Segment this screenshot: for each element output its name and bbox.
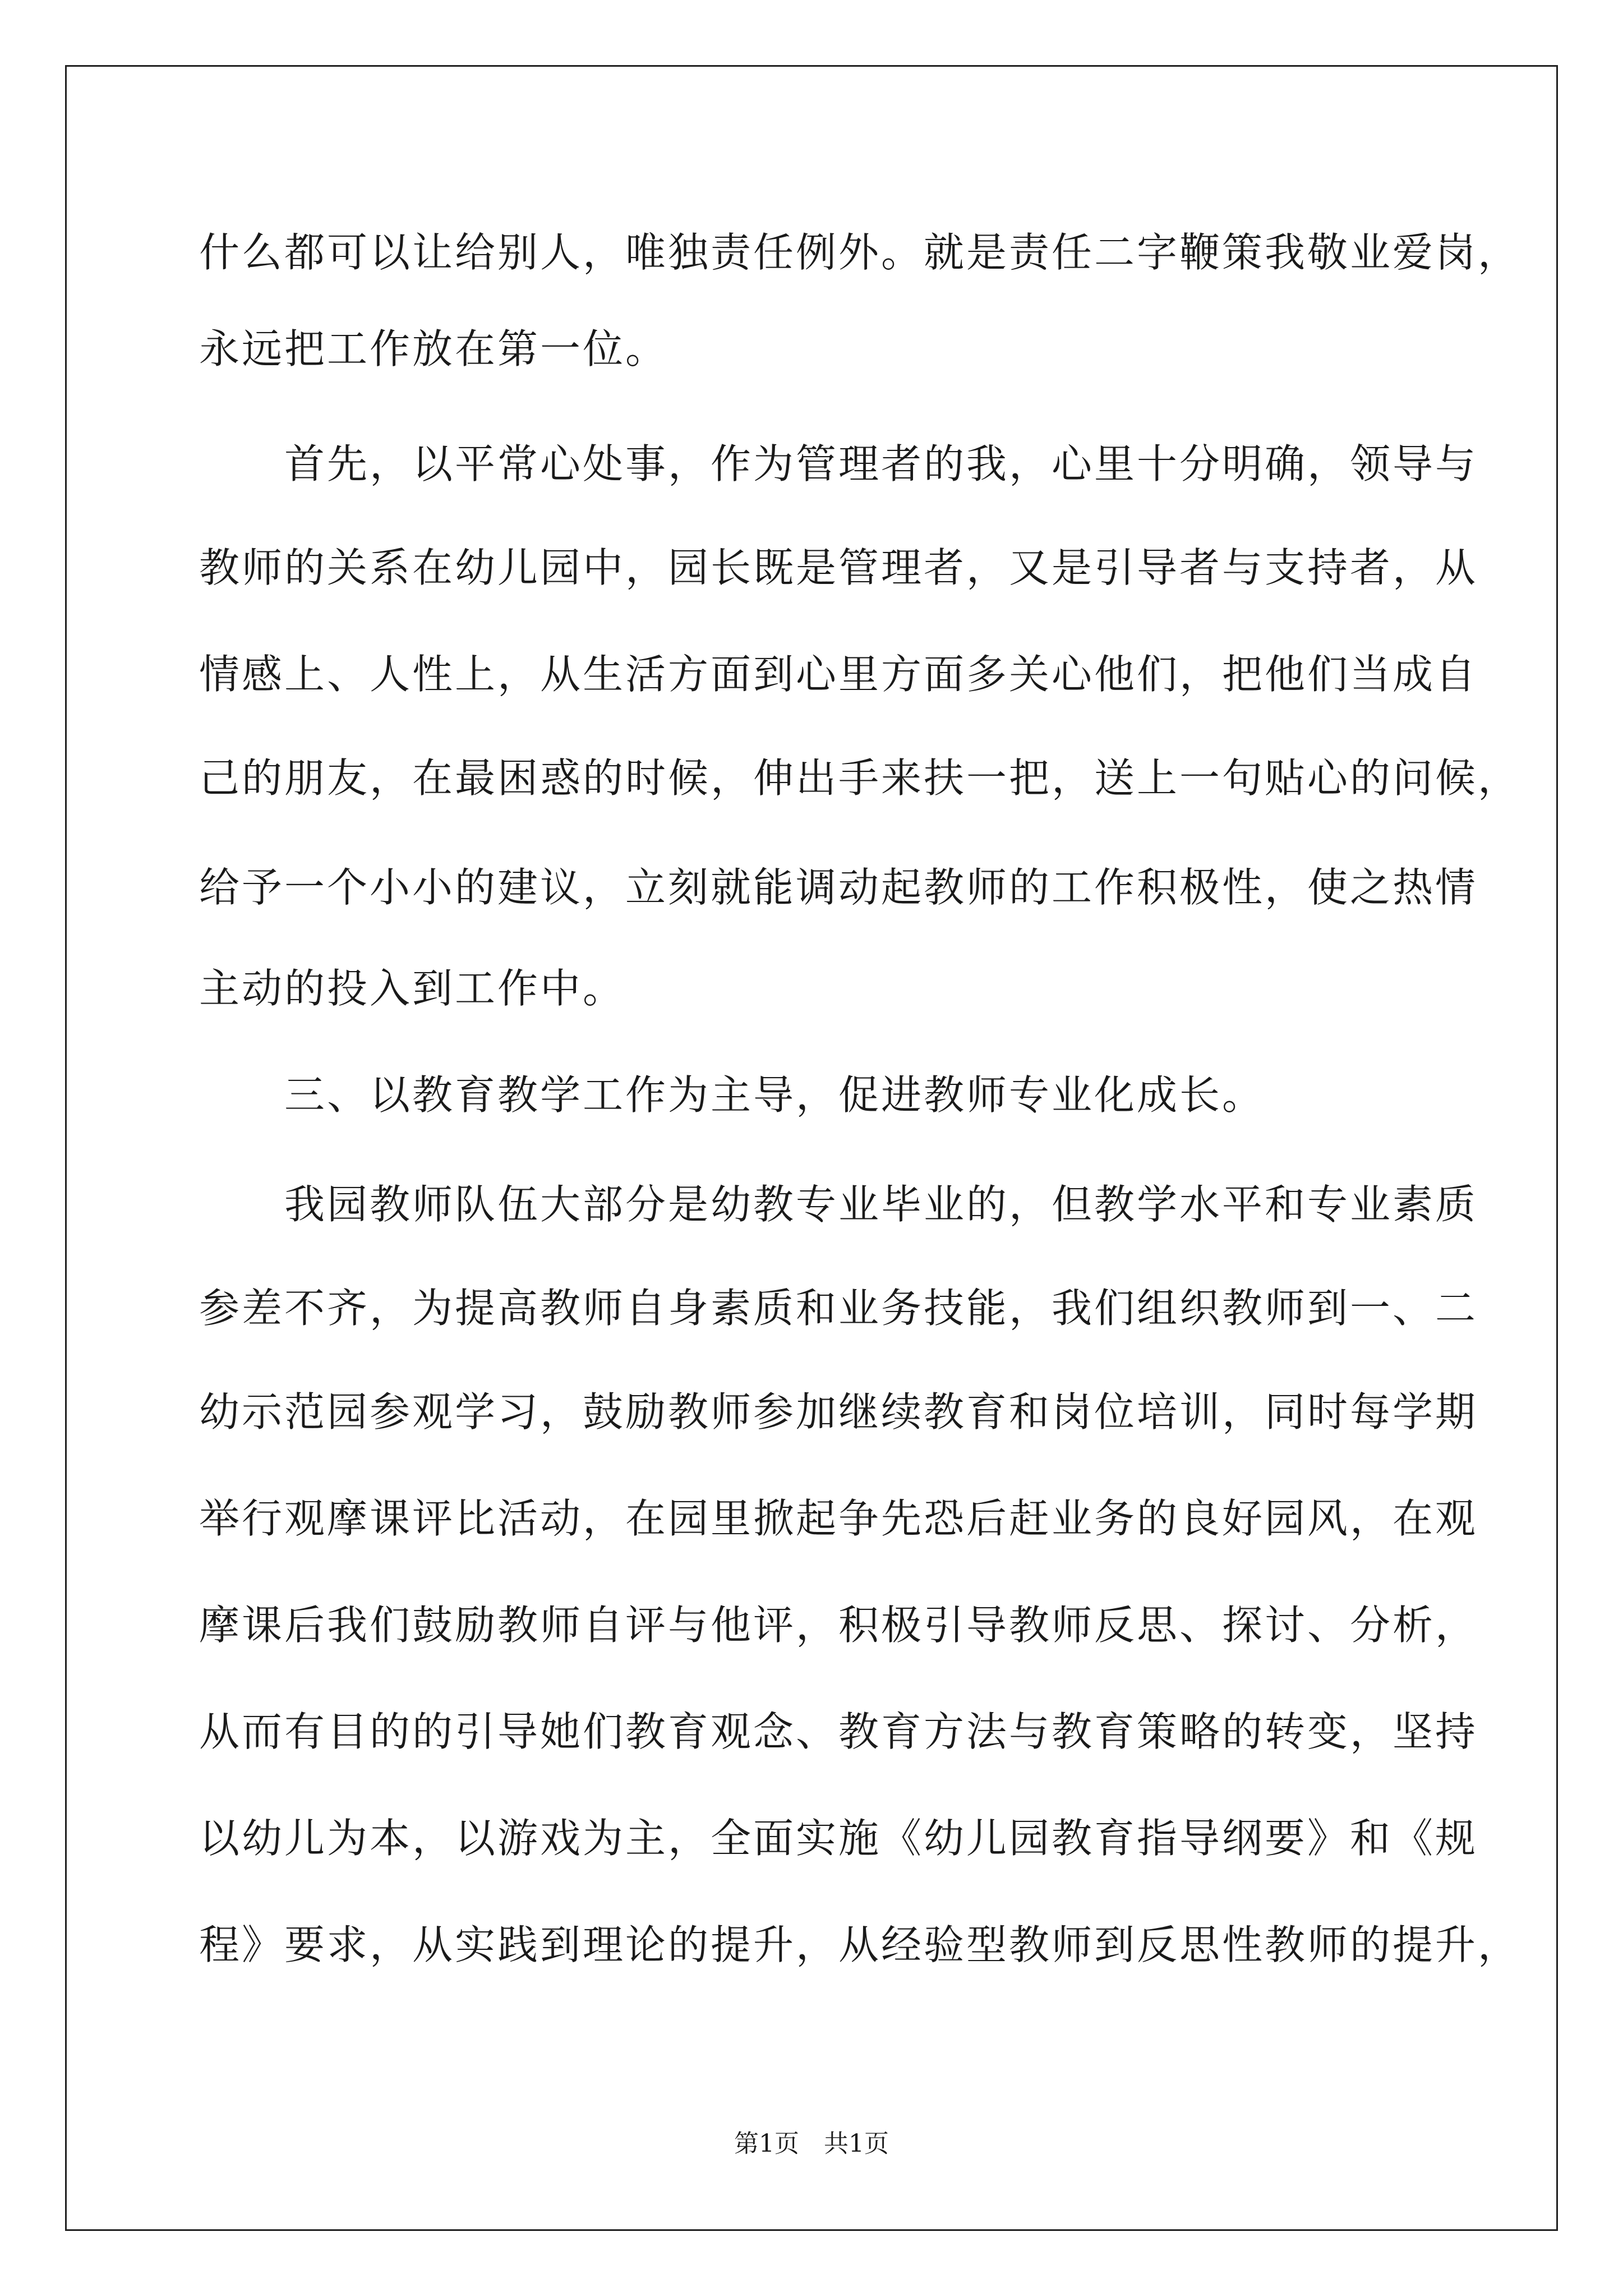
text-line: 永远把工作放在第一位。 (199, 325, 668, 372)
text-line: 从而有目的的引导她们教育观念、教育方法与教育策略的转变，坚持 (199, 1708, 1478, 1755)
text-line: 首先，以平常心处事，作为管理者的我，心里十分明确，领导与 (199, 440, 1478, 487)
text-line: 幼示范园参观学习，鼓励教师参加继续教育和岗位培训，同时每学期 (199, 1388, 1478, 1435)
text-line: 我园教师队伍大部分是幼教专业毕业的，但教学水平和专业素质 (199, 1181, 1478, 1228)
text-line: 主动的投入到工作中。 (199, 965, 626, 1012)
text-line: 什么都可以让给别人，唯独责任例外。就是责任二字鞭策我敬业爱岗， (199, 229, 1521, 276)
text-line: 以幼儿为本，以游戏为主，全面实施《幼儿园教育指导纲要》和《规 (199, 1815, 1478, 1862)
text-line: 教师的关系在幼儿园中，园长既是管理者，又是引导者与支持者，从 (199, 544, 1478, 591)
text-line: 给予一个小小的建议，立刻就能调动起教师的工作积极性，使之热情 (199, 864, 1478, 911)
text-line: 参差不齐，为提高教师自身素质和业务技能，我们组织教师到一、二 (199, 1285, 1478, 1332)
text-line: 举行观摩课评比活动，在园里掀起争先恐后赶业务的良好园风，在观 (199, 1495, 1478, 1542)
text-line: 己的朋友，在最困惑的时候，伸出手来扶一把，送上一句贴心的问候， (199, 754, 1521, 802)
page-border (65, 65, 1558, 2231)
page-number-footer: 第1页 共1页 (734, 2129, 889, 2158)
text-line: 情感上、人性上，从生活方面到心里方面多关心他们，把他们当成自 (199, 651, 1478, 698)
text-line: 程》要求，从实践到理论的提升，从经验型教师到反思性教师的提升， (199, 1921, 1521, 1968)
text-line: 摩课后我们鼓励教师自评与他评，积极引导教师反思、探讨、分析， (199, 1602, 1478, 1649)
section-heading: 三、以教育教学工作为主导，促进教师专业化成长。 (199, 1071, 1265, 1119)
